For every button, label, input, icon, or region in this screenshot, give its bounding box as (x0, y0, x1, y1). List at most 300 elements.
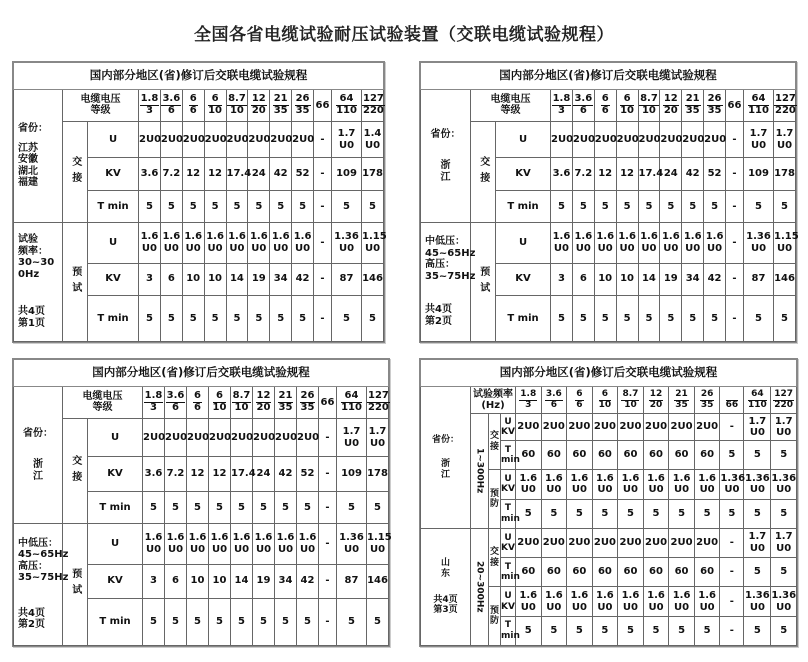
table-cell: 5 (541, 499, 567, 528)
table-cell: 5 (744, 499, 771, 528)
table-cell: 10 (204, 263, 226, 295)
table-cell: 3 (551, 263, 573, 295)
table-cell: 5 (275, 598, 297, 645)
table-cell: - (319, 491, 337, 523)
table-cell: - (726, 122, 744, 158)
table-cell: 2U0 (638, 122, 660, 158)
col-header: $\frac{64}{110}$ (337, 386, 367, 418)
table-cell: 5 (592, 499, 618, 528)
row-label-u: U (496, 222, 551, 263)
table-cell: 60 (541, 441, 567, 470)
table-cell: - (319, 418, 337, 457)
table-cell: 5 (231, 491, 253, 523)
col-header: $\frac{6}{6}$ (187, 386, 209, 418)
province-label: 省份： (18, 123, 48, 135)
col-header-66: 66 (726, 89, 744, 121)
col-header: $\frac{21}{35}$ (270, 89, 292, 121)
table-cell: 2U0 (567, 528, 593, 557)
table-cell: 1.6 U0 (253, 523, 275, 564)
col-header: $\frac{3.6}{6}$ (572, 89, 594, 121)
table-cell: 5 (270, 295, 292, 341)
table-cell: 1.6 U0 (694, 470, 720, 499)
table-cell: 12 (616, 158, 638, 190)
col-header: $\frac{127}{220}$ (367, 386, 389, 418)
table-cell: - (314, 263, 332, 295)
col-header: $\frac{8.7}{10}$ (638, 89, 660, 121)
freq-cell (14, 523, 69, 645)
table-cell: 5 (248, 295, 270, 341)
table-cell: 1.6 U0 (209, 523, 231, 564)
table-cell: 52 (704, 158, 726, 190)
table-cell: 3 (143, 564, 165, 598)
table-cell: 5 (720, 499, 744, 528)
table-cell: 1.6 U0 (541, 470, 567, 499)
table-cell: 2U0 (669, 414, 695, 441)
table-cell: 5 (165, 598, 187, 645)
table-cell: 5 (551, 190, 573, 222)
table-cell: 5 (660, 295, 682, 341)
table-cell: 1.36 U0 (744, 222, 774, 263)
table-cell: 6 (160, 263, 182, 295)
table-cell: 52 (297, 457, 319, 491)
table-cell: 5 (616, 295, 638, 341)
table-cell: 1.6 U0 (567, 587, 593, 616)
row-label-u: U (88, 222, 139, 263)
row-label-tmin: T min (88, 295, 139, 341)
province-list: 江苏 安徽 湖北 福建 (18, 142, 38, 189)
table-cell: 2U0 (704, 122, 726, 158)
table-cell: 5 (204, 190, 226, 222)
table-cell: 10 (187, 564, 209, 598)
table-cell: 2U0 (594, 122, 616, 158)
col-header: $\frac{3.6}{6}$ (541, 387, 567, 414)
table-cell: 1.6 U0 (204, 222, 226, 263)
table-cell: 5 (248, 190, 270, 222)
province-cell (421, 89, 471, 222)
table-cell: 2U0 (204, 122, 226, 158)
table-cell: 5 (165, 491, 187, 523)
table-cell: 1.7 U0 (337, 418, 367, 457)
col-header: $\frac{12}{20}$ (253, 386, 275, 418)
freq-cell (14, 222, 63, 341)
row-label-u: U KV (501, 414, 516, 441)
row-label-tmin: T min (88, 190, 139, 222)
row-label-t: T min (501, 616, 516, 645)
table-cell: 1.6 U0 (643, 587, 669, 616)
col-header: $\frac{12}{20}$ (643, 387, 669, 414)
table-row (421, 222, 796, 263)
ac-test-label: 交接 (63, 418, 88, 523)
table-cell: 19 (253, 564, 275, 598)
table-cell: 17.4 (638, 158, 660, 190)
table-cell: - (726, 295, 744, 341)
table-cell: 60 (618, 441, 644, 470)
col-header: $\frac{6}{10}$ (209, 386, 231, 418)
table-cell: 2U0 (209, 418, 231, 457)
table-cell: 5 (139, 295, 161, 341)
col-header: $\frac{127}{220}$ (362, 89, 384, 121)
table-cell: 5 (744, 616, 771, 645)
table-cell: 2U0 (572, 122, 594, 158)
row-label-u: U KV (501, 470, 516, 499)
table-cell: 87 (744, 263, 774, 295)
table-cell: 5 (618, 499, 644, 528)
table-cell: 5 (292, 295, 314, 341)
table-cell: 2U0 (618, 528, 644, 557)
table-cell: 60 (567, 558, 593, 587)
table-cell: 2U0 (592, 528, 618, 557)
table-cell: - (726, 222, 744, 263)
table-cell: 146 (367, 564, 389, 598)
col-header: $\frac{21}{35}$ (669, 387, 695, 414)
province-name: 浙 江 (440, 459, 450, 480)
province-cell (421, 387, 471, 529)
col-header: $\frac{3.6}{6}$ (160, 89, 182, 121)
table-cell: 109 (744, 158, 774, 190)
table-cell: 1.15 U0 (367, 523, 389, 564)
row-label-u: U (88, 418, 143, 457)
col-header: $\frac{26}{35}$ (297, 386, 319, 418)
page-label: 共4页 第2页 (18, 607, 45, 631)
table-cell: 1.6 U0 (270, 222, 292, 263)
table-cell: 5 (516, 616, 542, 645)
row-label-kv: KV (88, 158, 139, 190)
panel-1 (12, 61, 385, 343)
table-cell: 60 (694, 441, 720, 470)
table-cell: 5 (337, 491, 367, 523)
col-header: $\frac{6}{10}$ (204, 89, 226, 121)
table-cell: 2U0 (182, 122, 204, 158)
table-cell: 5 (592, 616, 618, 645)
table-cell: 60 (643, 558, 669, 587)
pre-label: 预 防 (489, 470, 501, 529)
table-cell: 24 (248, 158, 270, 190)
table-cell: 42 (704, 263, 726, 295)
table-cell: - (720, 558, 744, 587)
table-cell: 1.7 U0 (774, 122, 796, 158)
province-name: 山 东 (440, 558, 450, 579)
row-label-tmin: T min (496, 190, 551, 222)
table-cell: 60 (516, 441, 542, 470)
table-cell: 5 (187, 598, 209, 645)
table-cell: 2U0 (292, 122, 314, 158)
table-cell: 5 (516, 499, 542, 528)
table-cell: 2U0 (567, 414, 593, 441)
table-cell: 1.15 U0 (774, 222, 796, 263)
table-cell: 42 (270, 158, 292, 190)
table-cell: 5 (362, 295, 384, 341)
table-cell: 1.36 U0 (332, 222, 362, 263)
table-cell: 1.4 U0 (362, 122, 384, 158)
table-cell: 2U0 (516, 528, 542, 557)
row-label-tmin: T min (496, 295, 551, 341)
panel-header: 国内部分地区(省)修订后交联电缆试验规程 (14, 63, 384, 90)
ac-test-label: 交接 (471, 122, 496, 223)
table-cell: 34 (682, 263, 704, 295)
row-label-t: T min (501, 558, 516, 587)
table-cell: 19 (248, 263, 270, 295)
table-cell: 2U0 (231, 418, 253, 457)
table-cell: 60 (541, 558, 567, 587)
table-cell: 5 (337, 598, 367, 645)
table-cell: 1.6 U0 (682, 222, 704, 263)
row-label-kv: KV (88, 564, 143, 598)
col-header: $\frac{1.8}{3}$ (551, 89, 573, 121)
col-header: $\frac{8.7}{10}$ (231, 386, 253, 418)
row-label-kv: KV (496, 158, 551, 190)
province-cell (14, 89, 63, 222)
table-cell: 5 (643, 499, 669, 528)
table-cell: 1.6 U0 (143, 523, 165, 564)
table-cell: - (720, 616, 744, 645)
table-cell: 2U0 (660, 122, 682, 158)
table-cell: 1.6 U0 (541, 587, 567, 616)
ac-label: 交 接 (489, 414, 501, 470)
table-cell: 14 (231, 564, 253, 598)
col-header: $\frac{1.8}{3}$ (516, 387, 542, 414)
table-cell: 146 (774, 263, 796, 295)
table-cell: 5 (253, 491, 275, 523)
table-cell: 60 (618, 558, 644, 587)
table-cell: 2U0 (187, 418, 209, 457)
table-cell: - (319, 598, 337, 645)
province-label: 省份： (23, 427, 53, 439)
table-cell: 12 (182, 158, 204, 190)
panel-header: 国内部分地区(省)修订后交联电缆试验规程 (421, 360, 797, 387)
table-cell: 10 (616, 263, 638, 295)
table-cell: 5 (720, 441, 744, 470)
row-label-kv: KV (88, 457, 143, 491)
table-cell: 1.6 U0 (592, 470, 618, 499)
table-cell: 5 (704, 190, 726, 222)
col-header: $\frac{26}{35}$ (704, 89, 726, 121)
table-cell: 3.6 (551, 158, 573, 190)
col-header: $\frac{6}{10}$ (616, 89, 638, 121)
table-cell: 5 (226, 295, 248, 341)
col-header-66: 66 (319, 386, 337, 418)
table-cell: 60 (669, 558, 695, 587)
province-label: 省份： (430, 128, 461, 140)
col-header-66: 66 (314, 89, 332, 121)
province-name: 浙 江 (440, 160, 451, 183)
table-cell: 178 (774, 158, 796, 190)
table-cell: 2U0 (682, 122, 704, 158)
voltage-level-label: 电缆电压 等级 (471, 89, 551, 121)
table-cell: 5 (682, 295, 704, 341)
table-cell: 1.7 U0 (744, 528, 771, 557)
table-cell: 60 (592, 441, 618, 470)
page-label: 共4页 第3页 (433, 594, 458, 616)
table-cell: 5 (669, 499, 695, 528)
table-cell: - (319, 457, 337, 491)
table-cell: 5 (209, 491, 231, 523)
table-cell: 6 (165, 564, 187, 598)
table-cell: 5 (297, 598, 319, 645)
pre-test-label: 预试 (471, 222, 496, 341)
table-cell: 146 (362, 263, 384, 295)
ac-test-label: 交接 (63, 122, 88, 223)
table-cell: 1.7 U0 (332, 122, 362, 158)
table-cell: 12 (209, 457, 231, 491)
panel-header: 国内部分地区(省)修订后交联电缆试验规程 (14, 360, 389, 387)
col-header: $\frac{8.7}{10}$ (226, 89, 248, 121)
panel-2 (419, 61, 797, 343)
page-label: 共4页 第1页 (18, 306, 45, 329)
row-label-kv: KV (88, 263, 139, 295)
table-cell: 34 (270, 263, 292, 295)
table-cell: 1.36 U0 (337, 523, 367, 564)
table-cell: 5 (143, 598, 165, 645)
table-cell: 2U0 (297, 418, 319, 457)
table-cell: 2U0 (541, 414, 567, 441)
table-cell: 5 (694, 616, 720, 645)
panel-header: 国内部分地区(省)修订后交联电缆试验规程 (421, 63, 796, 90)
table-cell: 1.6 U0 (160, 222, 182, 263)
table-cell: 5 (744, 190, 774, 222)
table-cell: 1.6 U0 (226, 222, 248, 263)
table-cell: 5 (253, 598, 275, 645)
table-cell: 1.6 U0 (616, 222, 638, 263)
table-cell: 5 (139, 190, 161, 222)
table-cell: 60 (669, 441, 695, 470)
table-cell: 5 (594, 295, 616, 341)
table-cell: - (314, 122, 332, 158)
table-cell: 109 (332, 158, 362, 190)
table-cell: 178 (362, 158, 384, 190)
table-cell: 2U0 (516, 414, 542, 441)
table-cell: 10 (209, 564, 231, 598)
col-header: $\frac{3.6}{6}$ (165, 386, 187, 418)
freq-label: 试验 频率： 30~30 0Hz (18, 234, 55, 280)
freq-cell (421, 222, 476, 341)
table-cell: 5 (771, 499, 797, 528)
table-cell: 5 (275, 491, 297, 523)
table-row (421, 122, 796, 158)
table-cell: 2U0 (270, 122, 292, 158)
table-cell: 5 (774, 190, 796, 222)
table-cell: 1.6 U0 (182, 222, 204, 263)
table-cell: 5 (362, 190, 384, 222)
row-label-u: U (88, 523, 143, 564)
table-row (421, 528, 797, 557)
table-cell: 1.7 U0 (744, 122, 774, 158)
table-cell: 2U0 (694, 414, 720, 441)
table-cell: 5 (660, 190, 682, 222)
table-cell: 5 (572, 295, 594, 341)
pre-test-label: 预试 (63, 222, 88, 341)
freq-range-label: 20~300Hz (471, 528, 489, 645)
table-cell: 5 (182, 190, 204, 222)
table-cell: 2U0 (592, 414, 618, 441)
table-cell: 24 (253, 457, 275, 491)
pre-test-label: 预试 (63, 523, 88, 645)
table-cell: 5 (682, 190, 704, 222)
table-cell: 1.6 U0 (660, 222, 682, 263)
table-cell: 60 (567, 441, 593, 470)
table-cell: 5 (744, 558, 771, 587)
table-cell: 109 (337, 457, 367, 491)
table-cell: - (314, 295, 332, 341)
col-header: $\frac{21}{35}$ (275, 386, 297, 418)
table-cell: 2U0 (643, 414, 669, 441)
table-cell: 1.7 U0 (367, 418, 389, 457)
col-header: $\frac{1.8}{3}$ (143, 386, 165, 418)
table-cell: 2U0 (248, 122, 270, 158)
table-cell: 1.6 U0 (292, 222, 314, 263)
table-cell: 42 (297, 564, 319, 598)
freq-label: 中低压： 45~65Hz 高压： 35~75Hz (425, 236, 476, 282)
table-cell: 10 (594, 263, 616, 295)
table-cell: 5 (160, 190, 182, 222)
table-cell: 24 (660, 158, 682, 190)
table-row (14, 523, 389, 564)
table-cell: 14 (638, 263, 660, 295)
col-header: $\frac{21}{35}$ (682, 89, 704, 121)
table-cell: 1.6 U0 (297, 523, 319, 564)
table-cell: 5 (744, 295, 774, 341)
table-cell: 1.6 U0 (704, 222, 726, 263)
freq-range-label: 1~300Hz (471, 414, 489, 529)
table-cell: 5 (567, 616, 593, 645)
pre-label: 预 防 (489, 587, 501, 646)
table-cell: 2U0 (618, 414, 644, 441)
table-cell: 5 (618, 616, 644, 645)
table-cell: 19 (660, 263, 682, 295)
table-cell: 60 (694, 558, 720, 587)
table-cell: - (720, 414, 744, 441)
table-cell: 42 (275, 457, 297, 491)
province-cell (14, 386, 63, 523)
table-cell: 2U0 (551, 122, 573, 158)
table-cell: 5 (297, 491, 319, 523)
table-cell: 1.6 U0 (669, 470, 695, 499)
row-label-u: U (88, 122, 139, 158)
table-cell: - (314, 158, 332, 190)
table-cell: 17.4 (226, 158, 248, 190)
table-row (421, 414, 797, 441)
table-cell: 1.6 U0 (139, 222, 161, 263)
table-cell: 1.36 U0 (771, 470, 797, 499)
voltage-level-label: 电缆电压 等级 (63, 89, 139, 121)
col-header: $\frac{12}{20}$ (248, 89, 270, 121)
voltage-level-label: 电缆电压 等级 (63, 386, 143, 418)
table-cell: 5 (160, 295, 182, 341)
table-cell: 1.7 U0 (744, 414, 771, 441)
table-cell: 2U0 (643, 528, 669, 557)
table-cell: 5 (704, 295, 726, 341)
table-cell: - (314, 222, 332, 263)
col-header: $\frac{8.7}{10}$ (618, 387, 644, 414)
col-header: $\frac{1.8}{3}$ (139, 89, 161, 121)
table-cell: 5 (771, 441, 797, 470)
row-label-u: U KV (501, 528, 516, 557)
table-cell: 12 (594, 158, 616, 190)
table-cell: 1.6 U0 (231, 523, 253, 564)
table-cell: 2U0 (275, 418, 297, 457)
table-cell: 1.6 U0 (694, 587, 720, 616)
table-cell: 2U0 (253, 418, 275, 457)
table-cell: 52 (292, 158, 314, 190)
table-cell: 5 (332, 295, 362, 341)
col-header: $\frac{6}{6}$ (594, 89, 616, 121)
table-cell: 42 (292, 263, 314, 295)
table-cell: 5 (209, 598, 231, 645)
table-cell: 5 (572, 190, 594, 222)
table-cell: 2U0 (694, 528, 720, 557)
table-cell: - (726, 158, 744, 190)
table-cell: 5 (771, 616, 797, 645)
row-label-t: T min (501, 441, 516, 470)
